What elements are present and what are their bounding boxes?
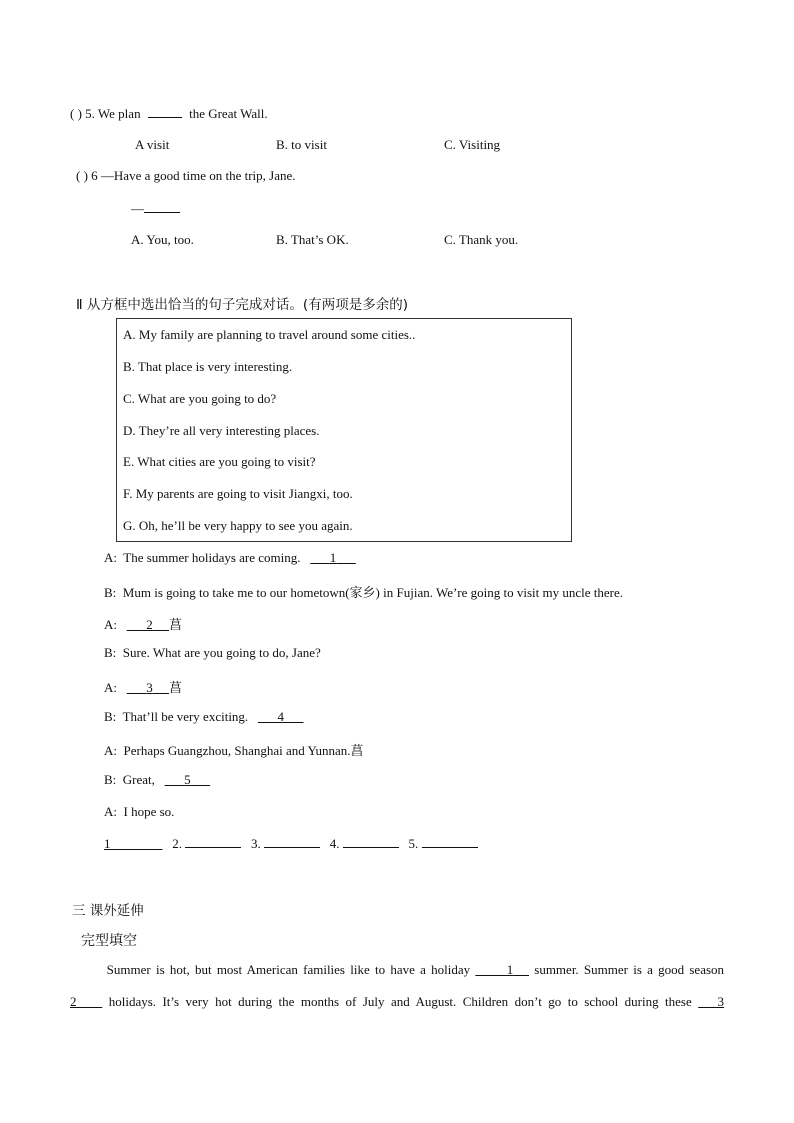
box-item-b: B. That place is very interesting. xyxy=(123,359,293,374)
box-item-a: A. My family are planning to travel around some cities.. xyxy=(123,327,416,342)
dialogue-line xyxy=(104,645,321,661)
dialogue-blank: 4 xyxy=(277,709,284,724)
answer-paren: ( ) xyxy=(70,106,82,121)
answer-blank xyxy=(148,105,182,118)
speaker: A: xyxy=(104,550,117,565)
answer-1: 1 xyxy=(104,836,111,851)
answer-3-label: 3. xyxy=(251,836,261,851)
answer-4-label: 4. xyxy=(329,836,340,851)
line-text: Perhaps Guangzhou, Shanghai and Yunnan.菖 xyxy=(123,743,364,758)
dialogue-blank: 3 xyxy=(146,680,153,695)
line-text: Great, xyxy=(122,772,155,787)
cloze-blank: 3 xyxy=(717,994,725,1009)
stray-glyph: 菖 xyxy=(169,618,183,633)
answer-2-label: 2. xyxy=(172,836,182,851)
option-a: A visit xyxy=(135,137,170,152)
stray-glyph: 菖 xyxy=(169,681,183,696)
answer-blank xyxy=(185,835,241,848)
speaker: A: xyxy=(104,680,117,695)
line-text: I hope so. xyxy=(123,804,175,819)
speaker: A: xyxy=(104,617,117,632)
answer-line xyxy=(104,835,478,852)
question-stem-end: the Great Wall. xyxy=(189,106,268,121)
reply-dash: — xyxy=(131,201,144,216)
box-item-e: E. What cities are you going to visit? xyxy=(123,454,316,469)
option-b: B. to visit xyxy=(276,137,327,152)
dialogue-line xyxy=(104,804,174,820)
box-item-d: D. They’re all very interesting places. xyxy=(123,423,320,438)
answer-5-label: 5. xyxy=(408,836,419,851)
dialogue-blank: 1 xyxy=(329,550,337,565)
speaker: B: xyxy=(104,645,117,660)
section-heading: 三 课外延伸 xyxy=(72,903,144,919)
speaker: B: xyxy=(104,709,117,724)
answer-blank xyxy=(144,200,180,213)
question-5 xyxy=(70,105,268,122)
line-text: That’ll be very exciting. xyxy=(122,709,249,724)
option-c: C. Visiting xyxy=(444,137,501,152)
speaker: B: xyxy=(104,585,117,600)
option-c: C. Thank you. xyxy=(444,232,519,247)
section-heading: Ⅱ 从方框中选出恰当的句子完成对话。(有两项是多余的) xyxy=(76,297,408,313)
dialogue-blank: 5 xyxy=(184,772,191,787)
dialogue-blank: 2 xyxy=(146,617,153,632)
answer-blank xyxy=(264,835,320,848)
sentence-box xyxy=(116,318,572,542)
cloze-line-2: 2 holidays. It’s very hot during the months of July and August. Children don’t go to school during these 3 xyxy=(70,994,725,1009)
dialogue-line xyxy=(104,550,356,566)
reply-line xyxy=(131,200,180,217)
cloze-blank: 1 xyxy=(506,962,514,977)
question-stem: 6 —Have a good time on the trip, Jane. xyxy=(91,168,296,183)
dialogue-line xyxy=(104,709,303,725)
question-stem: 5. We plan xyxy=(85,106,141,121)
dialogue-line xyxy=(104,614,182,633)
section-subheading: 完型填空 xyxy=(81,933,137,949)
cloze-line-1: Summer is hot, but most American families like to have a holiday 1 summer. Summer is a good season xyxy=(106,962,725,977)
speaker: A: xyxy=(104,804,117,819)
line-text: Sure. What are you going to do, Jane? xyxy=(122,645,321,660)
option-a: A. You, too. xyxy=(131,232,194,247)
question-6 xyxy=(76,168,296,184)
box-item-f: F. My parents are going to visit Jiangxi, too. xyxy=(123,486,353,501)
answer-paren: ( ) xyxy=(76,168,88,183)
speaker: B: xyxy=(104,772,117,787)
dialogue-line xyxy=(104,677,182,696)
line-text: Mum is going to take me to our hometown(家乡) in Fujian. We’re going to visit my uncle there. xyxy=(122,585,624,600)
dialogue-line xyxy=(104,740,363,759)
speaker: A: xyxy=(104,743,117,758)
box-item-c: C. What are you going to do? xyxy=(123,391,277,406)
dialogue-line xyxy=(104,772,210,788)
box-item-g: G. Oh, he’ll be very happy to see you again. xyxy=(123,518,353,533)
dialogue-line xyxy=(104,582,623,601)
answer-blank xyxy=(422,835,478,848)
cloze-blank: 2 xyxy=(70,994,77,1009)
option-b: B. That’s OK. xyxy=(276,232,349,247)
answer-blank xyxy=(343,835,399,848)
line-text: The summer holidays are coming. xyxy=(123,550,301,565)
